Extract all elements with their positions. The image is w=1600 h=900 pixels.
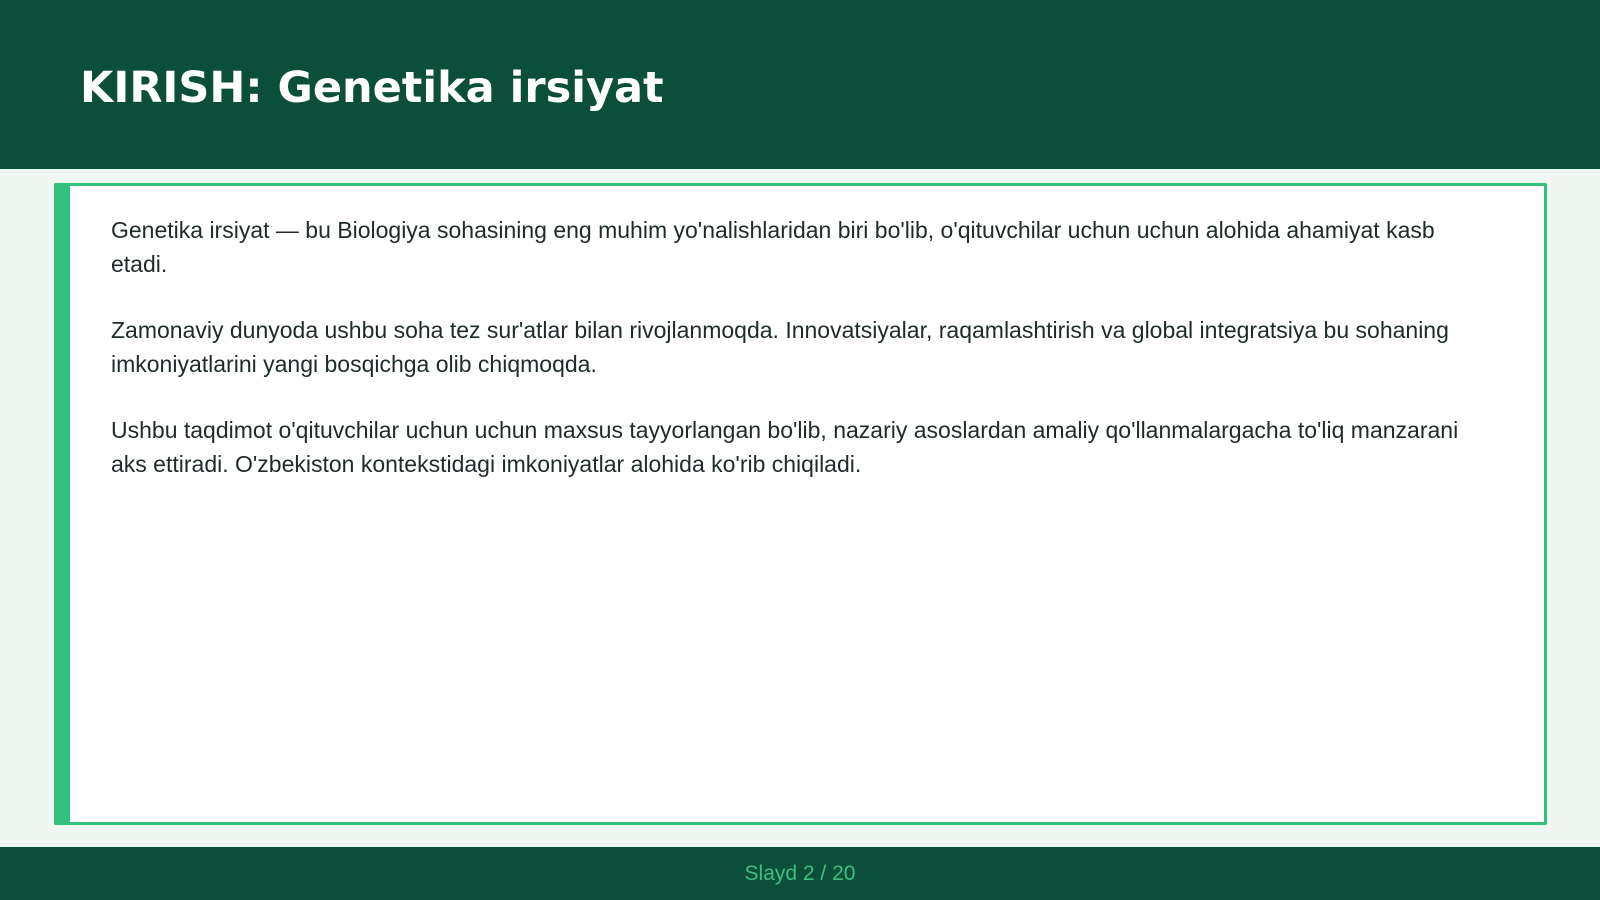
- slide-counter: Slayd 2 / 20: [744, 862, 856, 885]
- paragraph-intro: Genetika irsiyat — bu Biologiya sohasining eng muhim yo'nalishlaridan biri bo'lib, o'qituvchilar uchun uchun alohida ahamiyat kasb etadi.: [111, 217, 1435, 277]
- paragraph-presentation-purpose: Ushbu taqdimot o'qituvchilar uchun uchun maxsus tayyorlangan bo'lib, nazariy asoslardan amaliy qo'llanmalargacha to'liq manzarani aks ettiradi. O'zbekiston kontekstidagi imkoniyatlar alohida ko'rib chiqiladi.: [111, 417, 1459, 477]
- slide-title: KIRISH: Genetika irsiyat: [80, 63, 664, 113]
- paragraph-modern-world: Zamonaviy dunyoda ushbu soha tez sur'atlar bilan rivojlanmoqda. Innovatsiyalar, raqamlashtirish va global integratsiya bu sohaning imkoniyatlarini yangi bosqichga olib chiqmoqda.: [111, 317, 1449, 377]
- content-text: [111, 213, 1491, 513]
